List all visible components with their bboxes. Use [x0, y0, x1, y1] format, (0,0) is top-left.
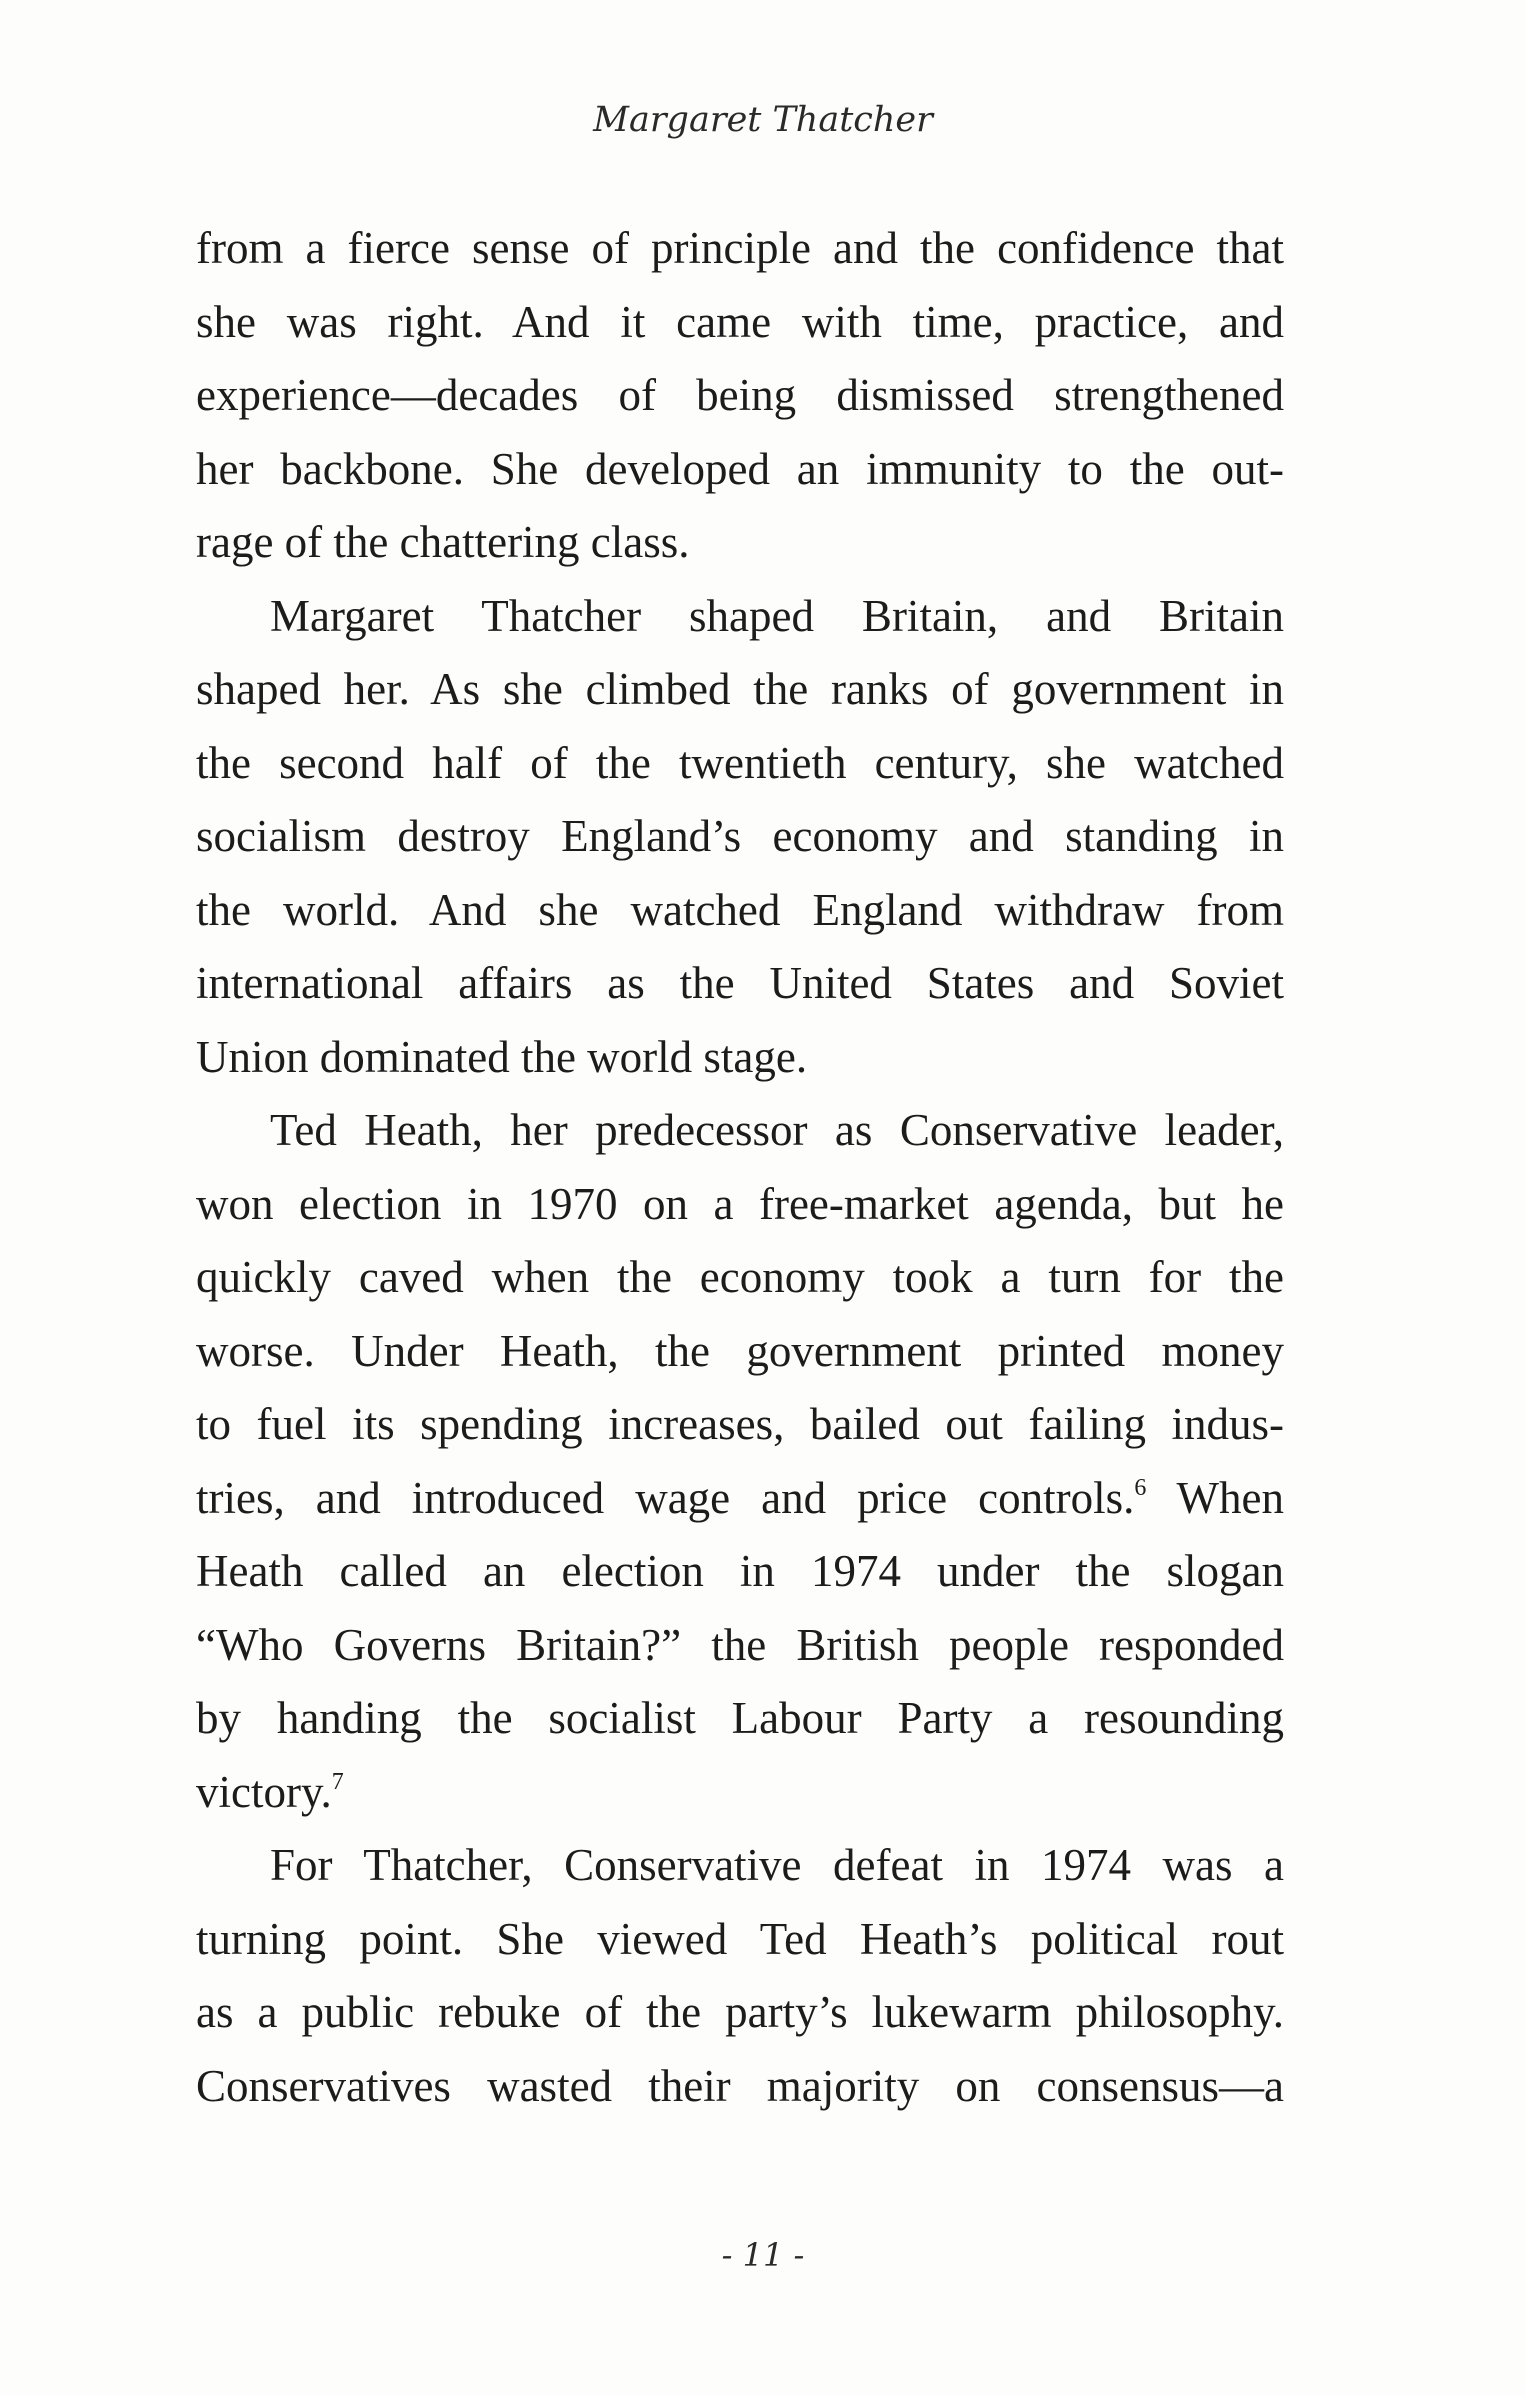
text-line	[196, 727, 1284, 801]
text-line	[196, 1168, 1284, 1242]
text-line	[196, 1462, 1284, 1536]
text-line	[196, 286, 1284, 360]
line-text: socialism destroy England’s economy and standing in	[196, 811, 1284, 861]
text-line	[196, 1388, 1284, 1462]
text-line	[196, 947, 1284, 1021]
line-text-continued: When	[1146, 1472, 1284, 1523]
line-text: as a public rebuke of the party’s lukewarm philosophy.	[196, 1987, 1284, 2037]
line-text: victory.	[196, 1766, 332, 1817]
text-line	[196, 1609, 1284, 1683]
line-text: won election in 1970 on a free-market agenda, but he	[196, 1178, 1284, 1229]
line-text: quickly caved when the economy took a turn for the	[196, 1252, 1284, 1302]
text-line	[196, 506, 1284, 580]
line-text: Heath called an election in 1974 under the slogan	[196, 1546, 1284, 1596]
body-text	[196, 212, 1284, 2123]
running-head: Margaret Thatcher	[593, 100, 933, 140]
text-line	[196, 1903, 1284, 1977]
text-line	[196, 1756, 1284, 1830]
text-line	[196, 1241, 1284, 1315]
line-text: turning point. She viewed Ted Heath’s political rout	[196, 1913, 1284, 1964]
text-line	[196, 580, 1284, 654]
footnote-marker: 6	[1134, 1474, 1147, 1501]
footnote-marker: 7	[331, 1768, 344, 1795]
line-text: by handing the socialist Labour Party a resounding	[196, 1693, 1284, 1743]
line-text: to fuel its spending increases, bailed out failing indus-	[196, 1399, 1284, 1449]
line-text: Union dominated the world stage.	[196, 1031, 808, 1082]
text-line	[196, 653, 1284, 727]
line-text: experience—decades of being dismissed strengthened	[196, 370, 1284, 420]
line-text: from a fierce sense of principle and the confidence that	[196, 223, 1284, 273]
line-text: shaped her. As she climbed the ranks of government in	[196, 664, 1284, 714]
text-line	[196, 359, 1284, 433]
text-line	[196, 212, 1284, 286]
line-text: tries, and introduced wage and price controls.	[196, 1472, 1135, 1523]
line-text: Ted Heath, her predecessor as Conservative leader,	[270, 1105, 1284, 1155]
line-text: Conservatives wasted their majority on consensus—a	[196, 2060, 1284, 2111]
text-line	[196, 1682, 1284, 1756]
line-text: rage of the chattering class.	[196, 517, 690, 567]
text-line	[196, 800, 1284, 874]
text-line	[196, 874, 1284, 948]
line-text: the second half of the twentieth century, she watched	[196, 737, 1284, 788]
text-line	[196, 1535, 1284, 1609]
line-text: Margaret Thatcher shaped Britain, and Britain	[270, 590, 1284, 641]
text-line	[196, 1976, 1284, 2050]
text-line	[196, 2050, 1284, 2124]
line-text: she was right. And it came with time, practice, and	[196, 296, 1284, 347]
text-line	[196, 1021, 1284, 1095]
line-text: the world. And she watched England withdraw from	[196, 884, 1284, 935]
page-number: - 11 -	[721, 2236, 805, 2274]
line-text: “Who Governs Britain?” the British people responded	[196, 1619, 1284, 1670]
text-line	[196, 1829, 1284, 1903]
text-line	[196, 1315, 1284, 1389]
text-line	[196, 433, 1284, 507]
line-text: worse. Under Heath, the government printed money	[196, 1325, 1284, 1376]
text-line	[196, 1094, 1284, 1168]
line-text: her backbone. She developed an immunity to the out-	[196, 443, 1284, 494]
line-text: international affairs as the United States and Soviet	[196, 958, 1284, 1008]
line-text: For Thatcher, Conservative defeat in 1974 was a	[270, 1840, 1284, 1890]
